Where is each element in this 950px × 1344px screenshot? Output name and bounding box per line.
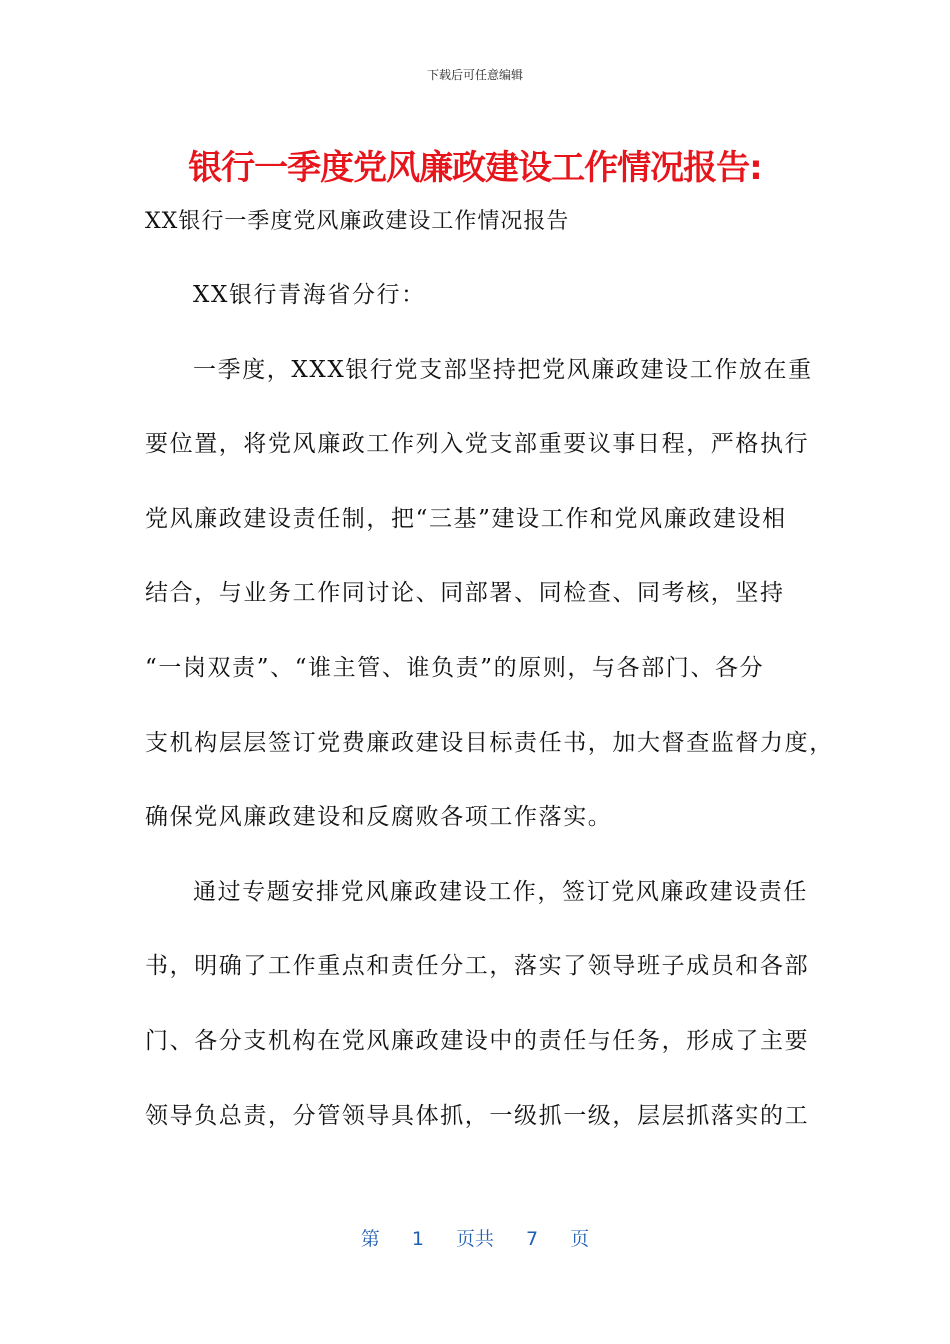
document-subtitle: XX银行一季度党风廉政建设工作情况报告 xyxy=(145,209,570,234)
body-line: 确保党风廉政建设和反腐败各项工作落实。 xyxy=(145,804,613,831)
body-line: 门、各分支机构在党风廉政建设中的责任与任务，形成了主要 xyxy=(145,1027,810,1054)
body-line: 结合，与业务工作同讨论、同部署、同检查、同考核，坚持 xyxy=(145,580,785,607)
body-line: “一岗双责”、“谁主管、谁负责”的原则，与各部门、各分 xyxy=(145,654,765,681)
body-line: 通过专题安排党风廉政建设工作，签订党风廉政建设责任 xyxy=(193,878,808,905)
body-line: 党风廉政建设责任制，把“三基”建设工作和党风廉政建设相 xyxy=(145,505,787,532)
body-line: 要位置，将党风廉政工作列入党支部重要议事日程，严格执行 xyxy=(145,431,810,458)
page-footer xyxy=(0,1224,950,1251)
header-note: 下载后可任意编辑 xyxy=(426,68,523,82)
body-line: 领导负总责，分管领导具体抓，一级抓一级，层层抓落实的工 xyxy=(145,1102,810,1129)
body-line: 一季度，XXX银行党支部坚持把党风廉政建设工作放在重 xyxy=(193,356,813,383)
salutation-line: XX银行青海省分行： xyxy=(193,282,426,308)
body-line: 书，明确了工作重点和责任分工，落实了领导班子成员和各部 xyxy=(145,953,810,980)
body-line: 支机构层层签订党费廉政建设目标责任书，加大督查监督力度， xyxy=(145,729,834,756)
page-prefix: 第 xyxy=(360,1228,380,1250)
document-title: 银行一季度党风廉政建设工作情况报告: xyxy=(188,148,762,188)
document-body xyxy=(145,258,834,1153)
page-number: 1 xyxy=(411,1228,424,1250)
page-middle: 页共 xyxy=(455,1228,494,1250)
page-total: 7 xyxy=(526,1228,539,1250)
page-suffix: 页 xyxy=(570,1228,590,1250)
